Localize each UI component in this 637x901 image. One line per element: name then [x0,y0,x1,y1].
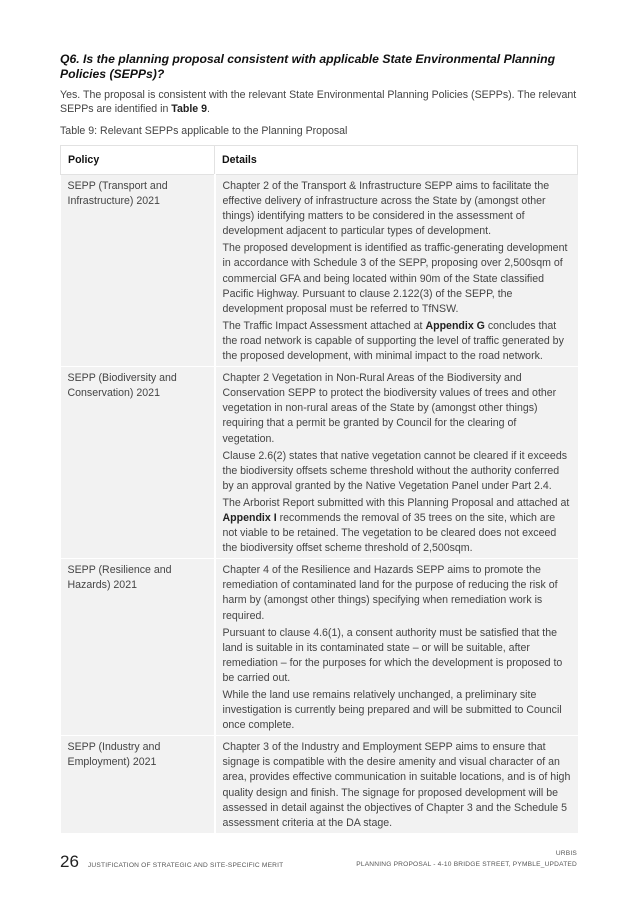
intro-end: . [207,102,210,115]
details-paragraph: Pursuant to clause 4.6(1), a consent authority must be satisfied that the land is suitable in its contaminated state – or will be suitable, after remediation – for the purposes for which the development is proposed to be carried out. [222,626,563,684]
footer-brand: URBIS [555,850,577,857]
footer-document-title: PLANNING PROPOSAL - 4-10 BRIDGE STREET, PYMBLE_UPDATED [356,861,577,868]
details-paragraph: Chapter 2 of the Transport & Infrastructure SEPP aims to facilitate the effective delivery of infrastructure across the State by (amongst other things) identifying matters to be considered in the assessment of development adjacent to particular types of development. [222,180,550,238]
details-paragraph: Clause 2.6(2) states that native vegetation cannot be cleared if it exceeds the biodiversity offsets scheme threshold without the authority conferred by an approval granted by the Native Vegetation Panel under Part 2.4. [222,449,568,492]
footer-right [356,848,577,870]
details-paragraph: Chapter 4 of the Resilience and Hazards SEPP aims to promote the remediation of contaminated land for the purpose of reducing the risk of harm by (amongst other things) specifying when remediation work is required. [222,564,558,622]
table-caption: Table 9: Relevant SEPPs applicable to the Planning Proposal [60,125,348,137]
page-number: 26 [60,852,79,871]
policy-cell: SEPP (Biodiversity and Conservation) 2021 [61,367,215,559]
policy-cell: SEPP (Transport and Infrastructure) 2021 [61,175,215,367]
details-paragraph [223,319,571,364]
details-text: concludes that the road network is capable of supporting the level of traffic generated by the proposed development, with minimal impact to the road network. [222,319,564,363]
details-paragraph: Chapter 2 Vegetation in Non-Rural Areas of the Biodiversity and Conservation SEPP to protect the biodiversity values of trees and other vegetation in non-rural areas of the State by (amongst other things) requiring that a permit be granted by Council for the clearing of vegetation. [222,372,557,445]
details-text: The Traffic Impact Assessment attached at [222,319,426,332]
details-cell [215,736,578,834]
intro-text: Yes. The proposal is consistent with the relevant State Environmental Planning Policies (SEPPs). The relevant SEPPs are identified in [60,89,577,115]
section-heading: Q6. Is the planning proposal consistent with applicable State Environmental Planning Policies (SEPPs)? [60,52,556,81]
policy-cell: SEPP (Resilience and Hazards) 2021 [61,559,215,736]
document-page [60,52,577,834]
details-text: recommends the removal of 35 trees on the site, which are not viable to be retained. The vegetation to be cleared does not exceed the biodiversity offset scheme threshold of 2,500sqm. [222,511,557,555]
header-policy: Policy [61,146,215,175]
footer-section-title: JUSTIFICATION OF STRATEGIC AND SITE-SPECIFIC MERIT [87,862,284,869]
table-reference: Table 9 [171,102,208,115]
details-paragraph: Chapter 3 of the Industry and Employment SEPP aims to ensure that signage is compatible with the desire amenity and visual character of an area, provides effective communication in suitable locations, and is of high quality design and finish. The signage for proposed development will be assessed in detail against the objectives of Chapter 3 and the Schedule 5 assessment criteria at the DA stage. [222,741,571,829]
footer-left [60,852,283,872]
details-paragraph: The proposed development is identified as traffic-generating development in accordance with Schedule 3 of the SEPP, proposing over 2,500sqm of commercial GFA and being located within 90m of the State classified Pacific Highway. Pursuant to clause 2.122(3) of the SEPP, the development proposal must be referred to TfNSW. [222,242,568,315]
details-text: The Arborist Report submitted with this Planning Proposal and attached at [222,496,570,509]
details-paragraph [223,496,571,556]
header-details: Details [215,146,578,175]
appendix-reference: Appendix G [425,319,485,332]
appendix-reference: Appendix I [222,511,277,524]
table-row [61,559,578,736]
details-cell [215,367,578,559]
policy-cell: SEPP (Industry and Employment) 2021 [61,736,215,834]
table-row [61,175,578,367]
table-row [61,367,578,559]
details-paragraph: While the land use remains relatively unchanged, a preliminary site investigation is currently being prepared and will be submitted to Council once complete. [222,689,562,732]
table-header-row [61,146,578,175]
intro-paragraph [60,89,577,116]
table-row [61,736,578,834]
sepp-table [60,145,578,834]
details-cell [215,175,578,367]
details-cell [215,559,578,736]
